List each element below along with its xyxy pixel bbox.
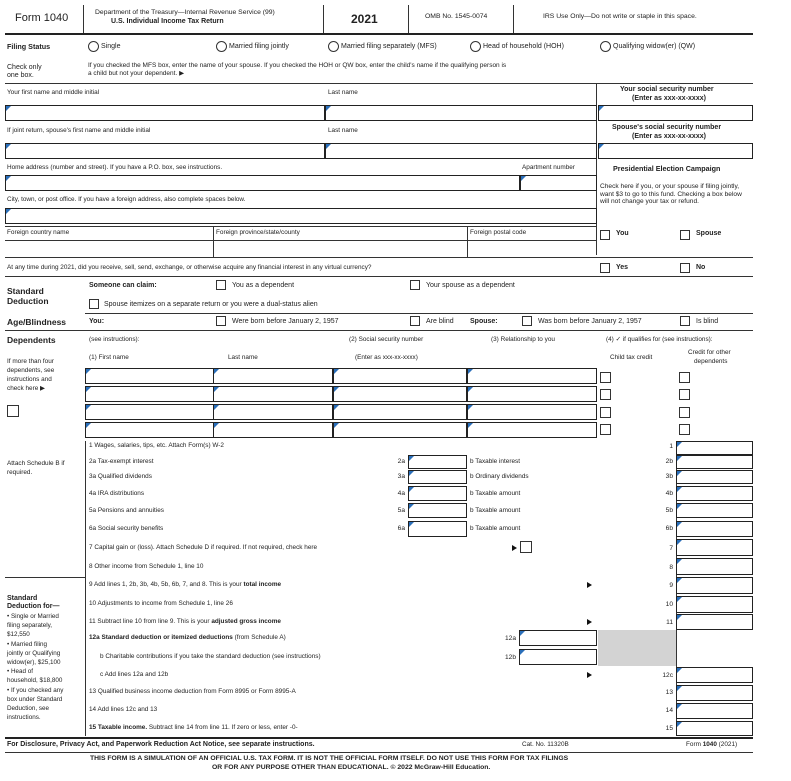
dep-col4-header: (4) ✓ if qualifies for (see instructions): (606, 336, 713, 343)
foreign-country-label: Foreign country name (7, 229, 70, 236)
line-15-input[interactable] (676, 721, 753, 736)
someone-can-claim: Someone can claim: (89, 282, 157, 289)
spouse-blind-label: Is blind (696, 318, 719, 325)
more-dependents-note: If more than four (7, 358, 54, 365)
line-6a-num: 6a (397, 525, 405, 532)
line-9-num: 9 (669, 582, 673, 589)
line-15-num: 15 (665, 725, 673, 732)
line-12c-num: 12c (662, 672, 673, 679)
foreign-province-label: Foreign province/state/county (216, 229, 300, 236)
line-6a-input[interactable] (408, 521, 467, 537)
line-4b-label: b Taxable amount (470, 490, 521, 497)
omb-number: OMB No. 1545-0074 (425, 13, 488, 20)
line-2a-label: 2a Tax-exempt interest (89, 458, 154, 465)
dep3-last-input[interactable] (213, 404, 333, 420)
last-name-input[interactable] (325, 105, 597, 121)
dep-last-name: Last name (228, 354, 258, 361)
line-2b-label: b Taxable interest (470, 458, 520, 465)
line-14-num: 14 (665, 707, 673, 714)
virtual-yes-label: Yes (616, 264, 629, 271)
dep-ctc-header: Child tax credit (610, 354, 653, 361)
dep-col2-header: (2) Social security number (349, 336, 424, 343)
last-name-label: Last name (328, 89, 358, 96)
filing-option-label: Married filing separately (MFS) (341, 43, 437, 50)
line-6a-label: 6a Social security benefits (89, 525, 164, 532)
dep2-ctc-checkbox[interactable] (600, 389, 611, 400)
attach-schedule-b: required. (7, 469, 33, 476)
line-7-checkbox[interactable] (520, 541, 532, 553)
arrow-icon (587, 672, 592, 678)
line-10-num: 10 (665, 601, 673, 608)
spouse-blind-checkbox[interactable] (680, 316, 690, 326)
line-8-num: 8 (669, 564, 673, 571)
line-13-num: 13 (665, 689, 673, 696)
filing-mfj-radio[interactable] (216, 41, 227, 52)
foreign-postal-label: Foreign postal code (470, 229, 527, 236)
virtual-yes-checkbox[interactable] (600, 263, 610, 273)
dep2-first-input[interactable] (85, 386, 214, 402)
dep1-ctc-checkbox[interactable] (600, 372, 611, 383)
ssn-title: (Enter as xxx-xx-xxxx) (632, 95, 706, 102)
apt-input[interactable] (520, 175, 597, 191)
line-6b-num: 6b (665, 525, 673, 532)
campaign-spouse-label: Spouse (696, 230, 722, 237)
filing-qw-radio[interactable] (600, 41, 611, 52)
line-9-label: 9 Add lines 1, 2b, 3b, 4b, 5b, 6b, 7, and 8. This is your total income (89, 581, 282, 588)
dep-col2-sub: (Enter as xxx-xx-xxxx) (355, 354, 418, 361)
line-4b-num: 4b (665, 490, 673, 497)
line-5b-input[interactable] (676, 503, 753, 518)
line-13-label: 13 Qualified business income deduction from Form 8995 or Form 8995-A (89, 688, 296, 695)
spouse-last-label: Last name (328, 127, 358, 134)
more-dependents-note: check here ▶ (7, 385, 45, 392)
dep1-cod-checkbox[interactable] (679, 372, 690, 383)
privacy-notice: For Disclosure, Privacy Act, and Paperwork Reduction Act Notice, see separate instructions. (7, 741, 315, 748)
dep2-cod-checkbox[interactable] (679, 389, 690, 400)
check-only-text: Check only (7, 64, 42, 71)
spouse-first-input[interactable] (5, 143, 325, 159)
dep2-last-input[interactable] (213, 386, 333, 402)
spouse-itemizes-checkbox[interactable] (89, 299, 99, 309)
line-2a-num: 2a (397, 458, 405, 465)
first-name-label: Your first name and middle initial (7, 89, 100, 96)
you-dependent-checkbox[interactable] (216, 280, 226, 290)
mfs-note: a child but not your dependent. ▶ (88, 70, 185, 77)
line-12c-label: c Add lines 12a and 12b (100, 671, 169, 678)
line-12a-label: 12a Standard deduction or itemized deductions (from Schedule A) (89, 634, 286, 641)
dep4-cod-checkbox[interactable] (679, 424, 690, 435)
spouse-itemizes-label: Spouse itemizes on a separate return or you were a dual-status alien (104, 301, 318, 308)
you-blind-checkbox[interactable] (410, 316, 420, 326)
dep2-relationship-input[interactable] (467, 386, 597, 402)
line-14-label: 14 Add lines 12c and 13 (89, 706, 158, 713)
line-4b-input[interactable] (676, 486, 753, 501)
line-12b-num: 12b (504, 654, 516, 661)
form-title: Form 1040 (15, 12, 69, 24)
line-12c-input[interactable] (676, 667, 753, 683)
mfs-note: If you checked the MFS box, enter the name of your spouse. If you checked the HOH or QW box, enter the child's name if the qualifying person is (88, 62, 507, 69)
more-dependents-note: instructions and (7, 376, 52, 383)
dep1-first-input[interactable] (85, 368, 214, 384)
line-5a-num: 5a (397, 507, 405, 514)
city-label: City, town, or post office. If you have a foreign address, also complete spaces below. (7, 196, 246, 203)
filing-option-label: Single (101, 43, 121, 50)
line-3a-num: 3a (397, 473, 405, 480)
dep2-ssn-input[interactable] (333, 386, 467, 402)
spouse-dependent-label: Your spouse as a dependent (426, 282, 515, 289)
simulation-notice: OR FOR ANY PURPOSE OTHER THAN EDUCATIONAL. © 2022 McGraw-Hill Education. (212, 764, 491, 771)
line-3b-label: b Ordinary dividends (470, 473, 529, 480)
home-address-input[interactable] (5, 175, 520, 191)
form-footer: Form 1040 (2021) (686, 741, 738, 748)
shaded-area (598, 630, 676, 666)
you-born-label: Were born before January 2, 1957 (232, 318, 339, 325)
std-sidebar-title: Deduction for— (7, 603, 60, 610)
dep4-first-input[interactable] (85, 422, 214, 438)
line-5b-label: b Taxable amount (470, 507, 521, 514)
you-born-checkbox[interactable] (216, 316, 226, 326)
line-6b-input[interactable] (676, 521, 753, 537)
line-7-num: 7 (669, 545, 673, 552)
more-dependents-checkbox[interactable] (7, 405, 19, 417)
line-11-input[interactable] (676, 614, 753, 630)
line-3b-input[interactable] (676, 470, 753, 484)
city-input[interactable] (5, 208, 597, 224)
age-blindness-label: Age/Blindness (7, 317, 67, 327)
std-sidebar-list: • Single or Married filing separately, $12,550 • Married filing jointly or Qualifying widow(er), $25,100 • Head of household, $18,800 • If you checked any box under Standard Deduction, see instructions. (7, 613, 64, 722)
cat-number: Cat. No. 11320B (522, 741, 569, 748)
dependents-label: Dependents (7, 335, 56, 345)
spouse-last-input[interactable] (325, 143, 597, 159)
check-only-text: one box. (7, 72, 34, 79)
dep1-last-input[interactable] (213, 368, 333, 384)
dep3-first-input[interactable] (85, 404, 214, 420)
filing-option-label: Head of household (HOH) (483, 43, 564, 50)
spouse-first-label: If joint return, spouse's first name and middle initial (7, 127, 151, 134)
apt-label: Apartment number (522, 164, 575, 171)
form-subtitle: U.S. Individual Income Tax Return (111, 18, 224, 25)
filing-option-label: Qualifying widow(er) (QW) (613, 43, 696, 50)
line-1-label: 1 Wages, salaries, tips, etc. Attach Form(s) W-2 (89, 442, 224, 449)
line-3a-input[interactable] (408, 470, 467, 484)
line-5b-num: 5b (665, 507, 673, 514)
std-deduction-label: Deduction (7, 296, 49, 306)
std-deduction-label: Standard (7, 286, 44, 296)
virtual-no-label: No (696, 264, 706, 271)
arrow-icon (587, 619, 592, 625)
dep3-cod-checkbox[interactable] (679, 407, 690, 418)
line-3b-num: 3b (665, 473, 673, 480)
dept-line: Department of the Treasury—Internal Revenue Service (99) (95, 9, 275, 16)
spouse-dependent-checkbox[interactable] (410, 280, 420, 290)
ssn-input[interactable] (598, 105, 753, 121)
line-2b-input[interactable] (676, 455, 753, 469)
spouse-born-checkbox[interactable] (522, 316, 532, 326)
line-15-label: 15 Taxable income. Subtract line 14 from line 11. If zero or less, enter -0- (89, 724, 298, 731)
age-you-label: You: (89, 318, 105, 325)
spouse-ssn-title: (Enter as xxx-xx-xxxx) (632, 133, 706, 140)
age-spouse-label: Spouse: (470, 318, 498, 325)
line-11-num: 11 (666, 619, 673, 626)
filing-status-label: Filing Status (7, 42, 51, 51)
line-12b-label: b Charitable contributions if you take the standard deduction (see instructions) (100, 653, 321, 660)
dep4-relationship-input[interactable] (467, 422, 597, 438)
line-8-input[interactable] (676, 558, 753, 575)
line-5a-label: 5a Pensions and annuities (89, 507, 164, 514)
campaign-you-label: You (616, 230, 629, 237)
campaign-text: Check here if you, or your spouse if filing jointly, want $3 to go to this fund. Checking a box below will not change your tax or refund. (600, 183, 742, 206)
filing-option-label: Married filing jointly (229, 43, 289, 50)
line-12a-num: 12a (504, 635, 516, 642)
dep-col3-header: (3) Relationship to you (491, 336, 555, 343)
line-10-label: 10 Adjustments to income from Schedule 1, line 26 (89, 600, 233, 607)
dep3-ssn-input[interactable] (333, 404, 467, 420)
you-dependent-label: You as a dependent (232, 282, 295, 289)
campaign-title: Presidential Election Campaign (613, 164, 721, 173)
line-4a-label: 4a IRA distributions (89, 490, 145, 497)
line-6b-label: b Taxable amount (470, 525, 521, 532)
virtual-currency-question: At any time during 2021, did you receive, sell, send, exchange, or otherwise acquire any financial interest in any virtual currency? (7, 264, 372, 271)
attach-schedule-b: Attach Schedule B if (7, 460, 65, 467)
line-5a-input[interactable] (408, 503, 467, 518)
line-11-label: 11 Subtract line 10 from line 9. This is your adjusted gross income (89, 618, 281, 625)
line-2b-num: 2b (665, 458, 673, 465)
line-14-input[interactable] (676, 703, 753, 719)
dep4-last-input[interactable] (213, 422, 333, 438)
line-4a-input[interactable] (408, 486, 467, 501)
filing-hoh-radio[interactable] (470, 41, 481, 52)
dep3-ctc-checkbox[interactable] (600, 407, 611, 418)
filing-single-radio[interactable] (88, 41, 99, 52)
line-7-input[interactable] (676, 539, 753, 556)
dep3-relationship-input[interactable] (467, 404, 597, 420)
irs-use-only: IRS Use Only—Do not write or staple in this space. (543, 13, 697, 20)
more-dependents-note: dependents, see (7, 367, 55, 374)
you-blind-label: Are blind (426, 318, 454, 325)
line-10-input[interactable] (676, 596, 753, 613)
line-12a-input[interactable] (519, 630, 597, 646)
virtual-no-checkbox[interactable] (680, 263, 690, 273)
dep4-ctc-checkbox[interactable] (600, 424, 611, 435)
dep-cod-header: Credit for other (688, 349, 731, 356)
campaign-you-checkbox[interactable] (600, 230, 610, 240)
tax-year: 2021 (351, 12, 378, 26)
std-sidebar-title: Standard (7, 595, 38, 602)
line-3a-label: 3a Qualified dividends (89, 473, 152, 480)
line-1-num: 1 (669, 443, 673, 450)
ssn-title: Your social security number (620, 86, 714, 93)
see-instructions: (see instructions): (89, 336, 140, 343)
dep1-ssn-input[interactable] (333, 368, 467, 384)
line-4a-num: 4a (397, 490, 405, 497)
arrow-icon (512, 545, 517, 551)
dep-cod-header: dependents (694, 358, 728, 365)
simulation-notice: THIS FORM IS A SIMULATION OF AN OFFICIAL U.S. TAX FORM. IT IS NOT THE OFFICIAL FORM ITSELF. DO NOT USE THIS FORM FOR TAX FILINGS (90, 755, 569, 762)
line-1-input[interactable] (676, 441, 753, 455)
line-12b-input[interactable] (519, 649, 597, 665)
line-9-input[interactable] (676, 577, 753, 594)
line-13-input[interactable] (676, 685, 753, 701)
dep1-relationship-input[interactable] (467, 368, 597, 384)
line-8-label: 8 Other income from Schedule 1, line 10 (89, 563, 204, 570)
line-2a-input[interactable] (408, 455, 467, 469)
dep-first-name: (1) First name (89, 354, 129, 361)
arrow-icon (587, 582, 592, 588)
spouse-ssn-input[interactable] (598, 143, 753, 159)
first-name-input[interactable] (5, 105, 325, 121)
campaign-spouse-checkbox[interactable] (680, 230, 690, 240)
line-7-label: 7 Capital gain or (loss). Attach Schedule D if required. If not required, check here (89, 544, 318, 551)
dep4-ssn-input[interactable] (333, 422, 467, 438)
spouse-ssn-title: Spouse's social security number (612, 124, 722, 131)
filing-mfs-radio[interactable] (328, 41, 339, 52)
spouse-born-label: Was born before January 2, 1957 (538, 318, 642, 325)
home-address-label: Home address (number and street). If you have a P.O. box, see instructions. (7, 164, 223, 171)
